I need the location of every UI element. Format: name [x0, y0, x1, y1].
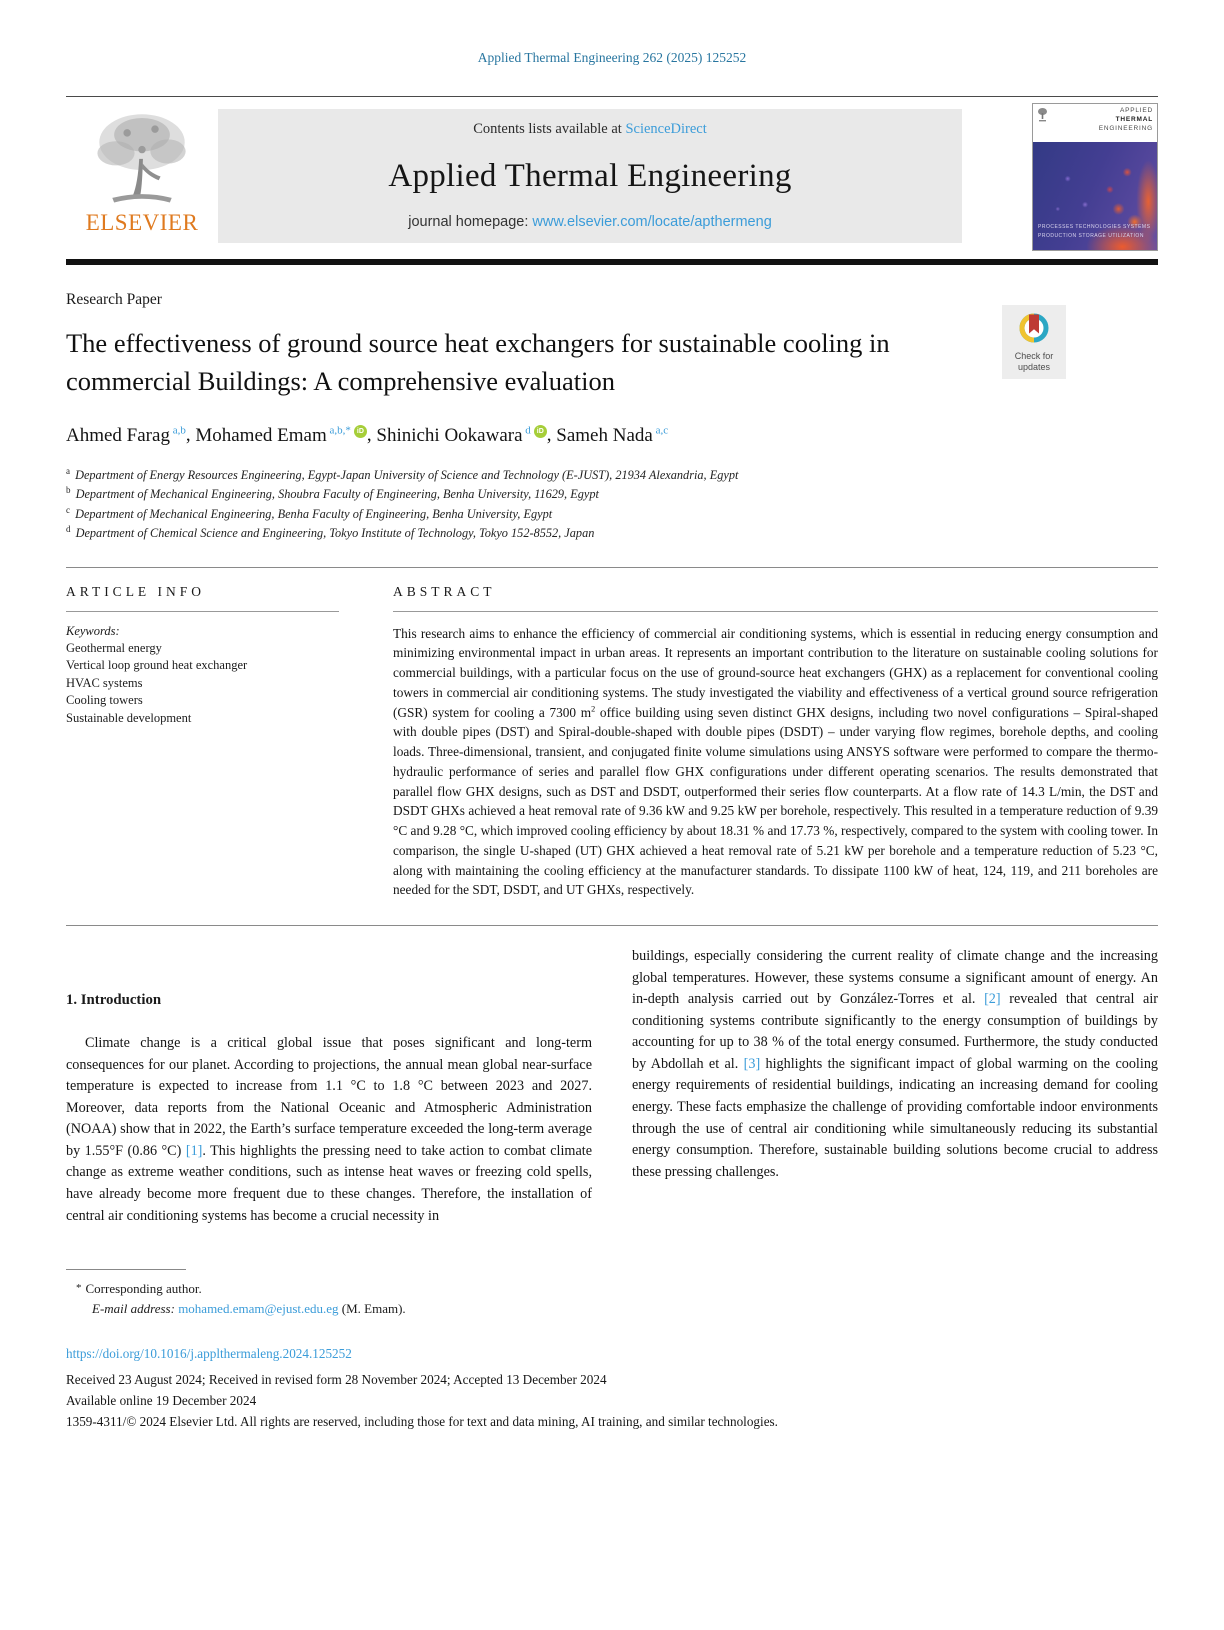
paper-title: The effectiveness of ground source heat exchangers for sustainable cooling in commercial Buildings: A comprehensive evaluation [66, 328, 890, 396]
email-label: E-mail address: [92, 1301, 175, 1317]
introduction-heading: 1. Introduction [66, 991, 162, 1008]
text-segment: highlights the significant impact of global warming on the cooling energy requirements of residential buildings, indicating an increasing demand for cooling energy. These facts emphasize the challenge of providing comfortable indoor environments through the use of central air conditioning while simultaneously reducing its substantial energy consumption. Therefore, sustainable building solutions become crucial to address these pressing challenges. [632, 1055, 1159, 1180]
affiliation-text: Department of Mechanical Engineering, Shoubra Faculty of Engineering, Benha University, 11629, Egypt [72, 487, 599, 502]
cover-artwork [1033, 142, 1157, 250]
keyword-item: Geothermal energy [66, 640, 162, 655]
abstract-column [393, 584, 1158, 900]
email-suffix: (M. Emam). [338, 1301, 406, 1317]
author-separator: , [546, 424, 557, 446]
body-columns [66, 946, 1158, 1227]
affiliation-text: Department of Energy Resources Engineering, Egypt-Japan University of Science and Technology (E-JUST), 21934 Alexandria, Egypt [72, 467, 739, 482]
article-info-heading: ARTICLE INFO [66, 583, 206, 599]
body-divider [66, 925, 1158, 926]
journal-header [66, 99, 1158, 251]
article-type-label: Research Paper [66, 291, 162, 308]
sciencedirect-link[interactable]: ScienceDirect [625, 121, 707, 137]
introduction-paragraph-right [632, 946, 1158, 1183]
author [195, 425, 367, 446]
footnote-asterisk: * [76, 1282, 82, 1295]
keyword-item: Sustainable development [66, 710, 192, 725]
abstract-text [393, 624, 1158, 900]
crossmark-icon [1013, 310, 1055, 346]
keywords-label: Keywords: [66, 623, 120, 638]
email-link[interactable]: mohamed.emam@ejust.edu.eg [178, 1301, 339, 1317]
section-divider [66, 567, 1158, 568]
body-left-column [66, 946, 592, 1227]
keyword-item: Vertical loop ground heat exchanger [66, 658, 248, 673]
cover-elsevier-mini-logo [1037, 107, 1048, 123]
citation-link[interactable]: [1] [185, 1142, 203, 1159]
cover-caption: PROCESSES TECHNOLOGIES SYSTEMS PRODUCTION STORAGE UTILIZATION [1038, 224, 1151, 239]
author-list [66, 424, 1158, 446]
affiliation-sup: d [66, 524, 71, 535]
text-segment: . This highlights the pressing need to take action to combat climate change as extreme weather conditions, such as intense heat waves or freezing cold spells, have already become more frequent due to these changes. Therefore, the installation of central air conditioning systems has become a crucial necessity in [66, 1142, 592, 1224]
affiliation-sup: b [66, 485, 71, 496]
article-info-column [66, 584, 339, 900]
keyword-item: Cooling towers [66, 693, 143, 708]
affiliation-text: Department of Mechanical Engineering, Benha Faculty of Engineering, Benha University, Egypt [72, 506, 553, 521]
body-right-column [632, 946, 1158, 1227]
superscript: 2 [591, 704, 596, 714]
header-black-bar [66, 259, 1158, 265]
introduction-paragraph-left [66, 1033, 592, 1227]
author-separator: , [185, 424, 196, 446]
check-for-updates-badge[interactable] [1002, 305, 1066, 379]
article-info-rule [66, 611, 339, 612]
cover-journal-name: APPLIED THERMAL ENGINEERING [1098, 107, 1153, 132]
article-header [66, 291, 1158, 543]
elsevier-tree-logo [86, 105, 198, 209]
corresponding-author-text: Corresponding author. [85, 1281, 202, 1297]
journal-title: Applied Thermal Engineering [388, 157, 792, 194]
text-segment: This research aims to enhance the efficiency of commercial air conditioning systems, which is essential in reducing energy consumption and minimizing environmental impact in urban areas. It represents an important contribution to the literature on sustainable cooling solutions for commercial buildings, with a particular focus on the use of ground-source heat exchangers (GHX) as a replacement for conventional cooling towers in commercial air conditioning systems. The study investigated the viability and effectiveness of a vertical ground source refrigeration (GSR) system for cooling a 7300 m [393, 625, 1158, 720]
author-affiliation-sup: a,b [169, 424, 186, 437]
article-footer [66, 1343, 1158, 1432]
abstract-rule [393, 611, 1158, 612]
info-abstract-section [66, 584, 1158, 900]
text-segment: Climate change is a critical global issue that poses significant and long-term consequences for our planet. According to projections, the annual mean global near-surface temperature is expected to increase from 1.1 °C to 1.8 °C between 2023 and 2027. Moreover, data reports from the National Oceanic and Atmospheric Administration (NOAA) show that in 2022, the Earth’s surface temperature exceeded the long-term average by 1.55°F (0.86 °C) [66, 1034, 592, 1159]
author-name: Ahmed Farag [66, 424, 170, 446]
check-badge-text: Check for updates [1014, 351, 1054, 373]
text-segment: revealed that central air conditioning systems contribute significantly to the energy consumption of buildings by accounting for up to 38 % of the total energy consumed. Furthermore, the study conducted by Abdollah et al. [632, 991, 1158, 1072]
affiliation-sup: a [66, 465, 70, 476]
journal-cover-thumbnail[interactable] [1032, 103, 1158, 251]
cover-header [1033, 104, 1157, 142]
elsevier-wordmark: ELSEVIER [85, 210, 199, 235]
abstract-heading: ABSTRACT [393, 583, 496, 599]
contents-line: Contents lists available at ScienceDirect [473, 121, 707, 137]
journal-citation: Applied Thermal Engineering 262 (2025) 125252 [477, 50, 747, 65]
author [376, 425, 546, 446]
available-online: Available online 19 December 2024 [66, 1392, 257, 1408]
elsevier-logo-block[interactable] [66, 99, 218, 251]
text-segment: office building using seven distinct GHX designs, including two novel configurations – Spiral-shaped with double pipes (DST) and Spiral-double-shaped with double pipes (DSDT) – under varying flow regimes, borehole depths, and cooling loads. Three-dimensional, transient, and conjugated finite volume simulations using ANSYS software were performed to compare the thermo-hydraulic performance of series and parallel flow GHX configurations under different operating scenarios. The results demonstrated that parallel flow GHX designs, such as DST and DSDT, outperformed their series flow counterparts. At a flow rate of 14.3 L/min, the DST and DSDT GHXs achieved a heat removal rate of 9.36 kW and 9.25 kW per borehole, respectively. This resulted in a temperature reduction of 9.39 °C and 9.28 °C, which improved cooling efficiency by about 18.31 % and 17.73 %, respectively, compared to the system with cooling tower. In comparison, the single U-shaped (UT) GHX achieved a heat removal rate of 5.21 kW per borehole and a temperature reduction of 5.23 °C, along with maintaining the cooling efficiency at the manufacturer standards. To dissipate 1100 kW of heat, 124, 119, and 211 boreholes are needed for the SDT, DSDT, and UT GHXs, respectively. [393, 704, 1158, 898]
homepage-line: journal homepage: www.elsevier.com/locate/apthermeng [408, 214, 772, 230]
doi-link[interactable]: https://doi.org/10.1016/j.applthermaleng.2024.125252 [66, 1346, 352, 1362]
affiliation-line [66, 484, 1158, 504]
keywords-list [66, 640, 339, 728]
received-dates: Received 23 August 2024; Received in revised form 28 November 2024; Accepted 13 December 2024 [66, 1371, 607, 1387]
author-affiliation-sup: a,b,* [326, 424, 351, 437]
affiliation-sup: c [66, 504, 70, 515]
journal-homepage-link[interactable]: www.elsevier.com/locate/apthermeng [532, 214, 772, 230]
copyright-line: 1359-4311/© 2024 Elsevier Ltd. All rights are reserved, including those for text and data mining, AI training, and similar technologies. [66, 1413, 778, 1429]
text-segment: buildings, especially considering the current reality of climate change and the increasing global temperatures. However, these systems consume a significant amount of energy. An in-depth analysis carried out by González-Torres et al. [632, 947, 1158, 1008]
citation-link[interactable]: [3] [743, 1055, 761, 1072]
top-divider [66, 96, 1158, 97]
orcid-icon[interactable]: iD [534, 425, 547, 438]
affiliation-line [66, 523, 1158, 543]
footnote-rule [66, 1269, 186, 1270]
author-separator: , [366, 424, 377, 446]
orcid-icon[interactable]: iD [354, 425, 367, 438]
author-name: Shinichi Ookawara [376, 424, 523, 446]
author-affiliation-sup: d [522, 424, 531, 437]
journal-banner [218, 109, 962, 243]
affiliation-text: Department of Chemical Science and Engineering, Tokyo Institute of Technology, Tokyo 152-8552, Japan [72, 526, 595, 541]
corresponding-author-footnote [66, 1269, 612, 1319]
affiliation-list [66, 465, 1158, 543]
author-name: Mohamed Emam [195, 424, 327, 446]
author-name: Sameh Nada [556, 424, 653, 446]
author-affiliation-sup: a,c [652, 424, 669, 437]
affiliation-line [66, 465, 1158, 485]
citation-link[interactable]: [2] [984, 991, 1001, 1008]
keyword-item: HVAC systems [66, 675, 143, 690]
author [66, 425, 186, 446]
author [556, 425, 668, 446]
affiliation-line [66, 504, 1158, 524]
